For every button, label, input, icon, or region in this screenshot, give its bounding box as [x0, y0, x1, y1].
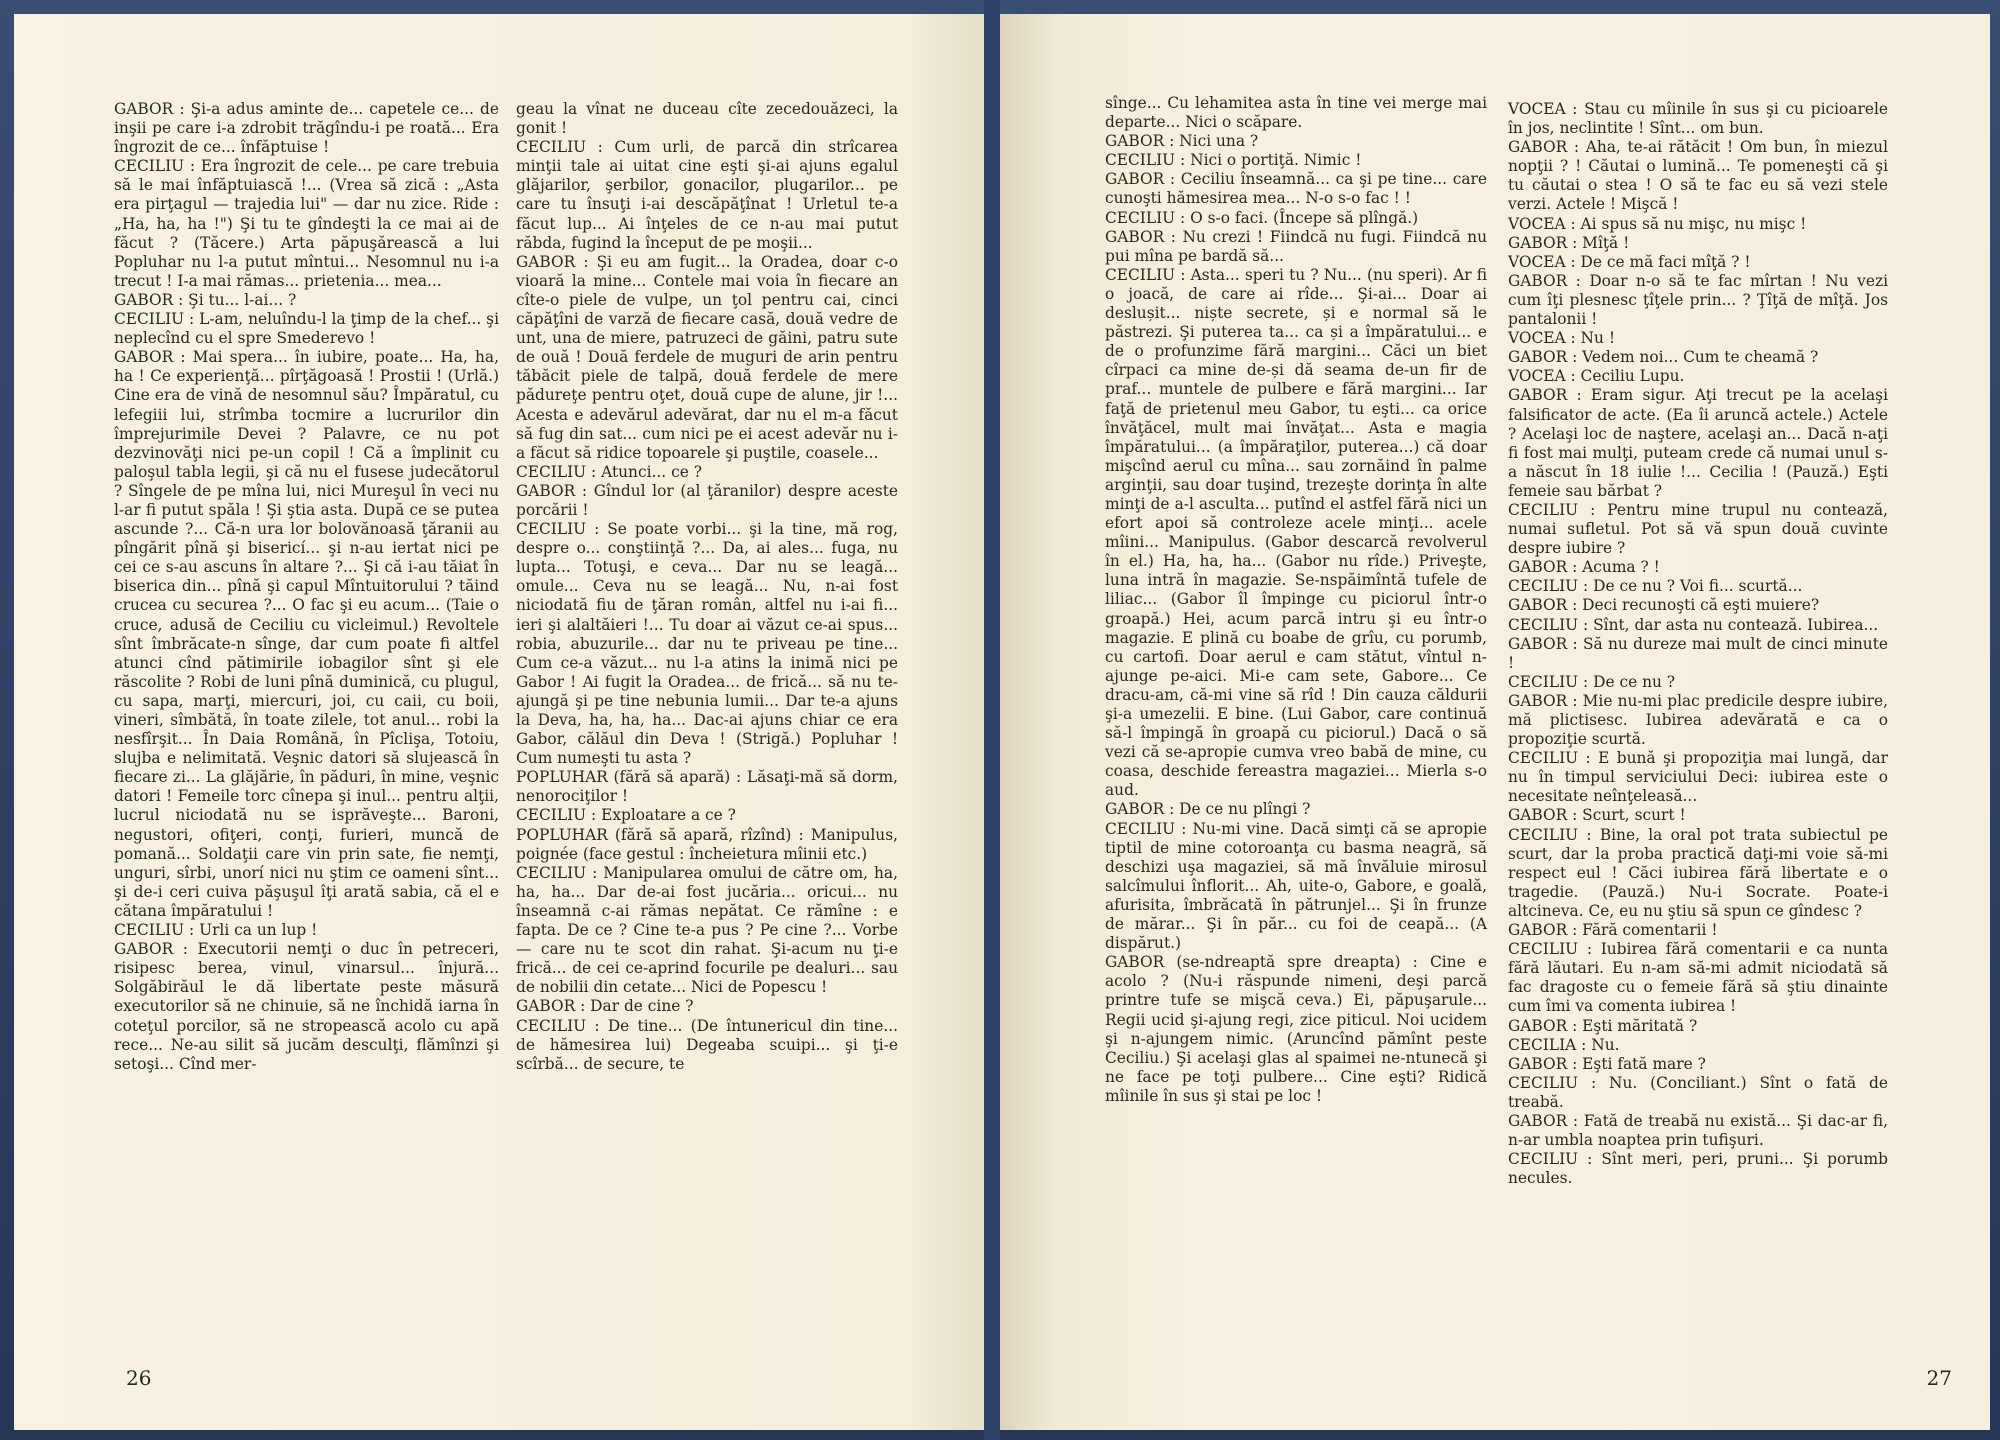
- book-gutter: [984, 0, 1000, 1440]
- play-line: VOCEA : Nu !: [1508, 329, 1616, 348]
- play-line: GABOR : Mai spera... în iubire, poate... Ha, ha, ha ! Ce experienţă... pîrţăgoasă ! Prostii ! (Urlă.) Cine era de vină de nesomnul său? Împăratul, cu lefegiii lui, strîmba tocmire a lucrurilor din împrejurimile Devei ? Palavre, ce nu pot dezvinovăţi nici pe-un copil ! Că a împlinit cu paloşul tabla legii, şi că nu el fusese judecătorul ? Sîngele de pe mîna lui, nici Mureşul în veci nu l-ar fi putut spăla ! Şi ştia asta. După ce se putea ascunde ?... Că-n ura lor bolovănoasă ţăranii au pîngărit pînă şi bisericí... şi n-au iertat nici pe cei ce s-au ascuns în altare ?... Şi că i-au tăiat în biserica din... pînă şi capul Mîntuitorului ? tăind crucea cu securea ?... O fac şi eu acum... (Taie o cruce, adusă de Ceciliu cu vicleimul.) Revoltele sînt îmbrăcate-n sînge, dar cum poate fi altfel atunci cînd pătimirile iobagilor sînt şi ele răscolite ? Robi de luni pînă duminică, cu plugul, cu sapa, marţi, miercuri, joi, cu caii, cu boii, vineri, sîmbătă, în toate zilele, tot anul... robi la nesfîrşit... În Daia Română, în Pîclişa, Totoiu, slujba e nelimitată. Veşnic datori să slujească în fiecare zi... La glăjărie, în păduri, în mine, veşnic datori ! Femeile torc cînepa şi inul... pentru alţii, lucrul niciodată nu se isprăveşte... Baroni, negustori, ofiţeri, conţi, furieri, muncă de pomană... Soldaţii care vin prin sate, fie nemţi, unguri, sîrbi, unorí nici nu ştim ce oameni sînt... şi de-i ceri cuiva păşuşul îţi arată sabia, că el e cătana împăratului !: [114, 348, 499, 920]
- play-line: GABOR : Şi-a adus aminte de... capetele ce... de inşii pe care i-a zdrobit trăgîndu-i pe roată... Era îngrozit de ce... înfăptuise !: [114, 100, 499, 157]
- play-line: GABOR : Deci recunoşti că eşti muiere?: [1508, 596, 1820, 615]
- play-line: CECILIU : L-am, neluîndu-l la ţimp de la chef... şi neplecînd cu el spre Smederevo !: [114, 310, 500, 348]
- play-line: CECILIU : Sînt meri, peri, pruni... Şi porumb necules.: [1508, 1150, 1888, 1188]
- play-line: POPLUHAR (fără să apară, rîzînd) : Manipulus, poignée (face gestul : încheietura mîinii etc.): [516, 825, 898, 863]
- play-line: CECILIU : Atunci... ce ?: [516, 462, 702, 481]
- play-line: GABOR : Eram sigur. Aţi trecut pe la acelaşi falsificator de acte. (Ea îi aruncă actele.) Actele ? Acelaşi loc de naştere, acelaşi an... Dacă n-aţi fi fost mai mulţi, puteam crede că numai unul s-a născut în 18 iulie !... Cecilia ! (Pauză.) Eşti femeie sau bărbat ?: [1508, 386, 1888, 500]
- play-line: GABOR : Gîndul lor (al ţăranilor) despre aceste porcării !: [516, 481, 898, 519]
- right-page: [1000, 14, 1990, 1430]
- play-line: GABOR : Scurt, scurt !: [1508, 806, 1686, 825]
- play-line: CECILIU : E bună şi propoziţia mai lungă, dar nu în timpul serviciului Deci: iubirea este o necesitate neînţeleasă...: [1508, 749, 1888, 806]
- play-line: GABOR : Dar de cine ?: [516, 997, 694, 1016]
- play-line: VOCEA : De ce mă faci mîţă ? !: [1508, 252, 1751, 271]
- play-line: GABOR : Să nu dureze mai mult de cinci minute !: [1508, 634, 1888, 672]
- play-line: CECILIU : Asta... speri tu ? Nu... (nu speri). Ar fi o joacă, de care ai rîde... Şi-ai... Doar ai deslușit... niște secrete, și e normal să le păstrezi. Şi puterea ta... ca și a împăratului... e de o profunzime fără margini... Căci un biet cîrpaci ca mine de-și dă seama de-un fir de praf... muntele de pulbere e fără margini... Iar faţă de prietenul meu Gabor, tu eşti... ca orice învăţăcel, mult mai învăţat... Asta e magia împăratului... (a împăraţilor, puterea...) că doar mişcînd aerul cu mîna... sau zornăind în palme arginţii, sau doar tuşind, trezeşte dorinţa în alte minţi de a-l asculta... putînd el astfel fără nici un efort apoi să controleze acele minţi... acele mîini... Manipulus. (Gabor descarcă revolverul în el.) Ha, ha, ha... (Gabor nu rîde.) Priveşte, luna intră în magazie. Se-nspăimîntă tufele de liliac... (Gabor îl împinge cu piciorul într-o groapă.) Hei, acum parcă intru şi eu într-o magazie. E plină cu boabe de grîu, cu porumb, cu cartofi. Doar aerul e cam stătut, vîntul n-ajunge pe-aici. Mi-e cam sete, Gabore... Ce dracu-am, că-mi vine să rîd ! Din cauza căldurii şi-a umezelii. E bine. (Lui Gabor, care continuă să-l împingă în groapă cu piciorul.) Dacă o să vezi că se-apropie cumva vreo babă de mine, cu coasa, deschide fereastra magaziei... Mierla s-o aud.: [1105, 265, 1487, 800]
- play-line: VOCEA : Ai spus să nu mişc, nu mişc !: [1508, 214, 1807, 233]
- play-line: VOCEA : Ceciliu Lupu.: [1508, 367, 1685, 386]
- play-line: GABOR (se-ndreaptă spre dreapta) : Cine e acolo ? (Nu-i răspunde nimeni, deşi parcă printre tufe se mişcă ceva.) Ei, păpuşarule... Regii ucid şi-ajung regi, zice piticul. Noi ucidem şi n-ajungem nimic. (Aruncînd pămînt peste Ceciliu.) Şi acelaşi glas al spaimei ne-ntunecă şi ne face pe toţi pulbere... Cine eşti? Ridică mîinile în sus şi stai pe loc !: [1105, 953, 1487, 1105]
- left-page: [14, 14, 984, 1430]
- play-line: GABOR : Eşti fată mare ?: [1508, 1054, 1706, 1073]
- play-line: CECILIU : De ce nu ? Voi fi... scurtă...: [1508, 577, 1803, 596]
- right-page-column-1: [1105, 94, 1487, 1106]
- play-line: CECILIU : De tine... (De întunericul din tine... de hămesirea lui) Degeaba scuipi... şi ţi-e scîrbă... de secure, te: [516, 1016, 898, 1073]
- play-line: geau la vînat ne duceau cîte zecedouăzeci, la gonit !: [516, 100, 898, 138]
- play-line: GABOR : Ceciliu înseamnă... ca şi pe tine... care cunoşti hămesirea mea... N-o s-o fac ! !: [1105, 170, 1487, 208]
- page-number-left: 26: [126, 1366, 152, 1390]
- play-line: CECILIU : O s-o faci. (Începe să plîngă.): [1105, 208, 1419, 227]
- play-line: GABOR : Acuma ? !: [1508, 558, 1660, 577]
- play-line: CECILIU : Bine, la oral pot trata subiectul pe scurt, dar la proba practică daţi-mi voie să-mi respect eul ! Căci iubirea fără libertate e o tragedie. (Pauză.) Nu-i Socrate. Poate-i altcineva. Ce, eu nu ştiu să spun ce gîndesc ?: [1508, 825, 1888, 920]
- left-page-column-1: [114, 100, 499, 1074]
- play-line: CECILIA : Nu.: [1508, 1035, 1620, 1054]
- play-line: GABOR : Eşti măritată ?: [1508, 1016, 1698, 1035]
- play-line: CECILIU : Manipularea omului de către om, ha, ha, ha... Dar de-ai fost jucăria... oricui... nu înseamnă c-ai rămas nepătat. Ce rămîne : e fapta. De ce ? Cine te-a pus ? Pe cine ?... Vorbe — care nu te scot din rahat. Şi-acum nu ţi-e frică... de cei ce-aprind focurile pe dealuri... sau de nobilii din cetate... Nici de Popescu !: [516, 863, 898, 997]
- play-line: GABOR : De ce nu plîngi ?: [1105, 800, 1311, 819]
- play-line: GABOR : Nici una ?: [1105, 132, 1259, 151]
- page-number-right: 27: [1926, 1366, 1952, 1390]
- play-line: GABOR : Fată de treabă nu există... Şi dac-ar fi, n-ar umbla noaptea prin tufişuri.: [1508, 1111, 1888, 1150]
- play-line: GABOR : Mîţă !: [1508, 233, 1630, 252]
- play-line: VOCEA : Stau cu mîinile în sus şi cu picioarele în jos, neclintite ! Sînt... om bun.: [1508, 100, 1888, 138]
- play-line: CECILIU : Exploatare a ce ?: [516, 806, 736, 825]
- play-line: CECILIU : Nu. (Conciliant.) Sînt o fată de treabă.: [1508, 1073, 1888, 1111]
- play-line: CECILIU : Sînt, dar asta nu contează. Iubirea...: [1508, 615, 1879, 634]
- play-line: GABOR : Vedem noi... Cum te cheamă ?: [1508, 348, 1819, 367]
- play-line: CECILIU : Cum urli, de parcă din strîcarea minţii tale ai uitat cine eşti şi-ai ajuns egalul glăjarilor, şerbilor, gonacilor, plugarilor... pe care tu însuţi i-ai descăpăţînat ! Urletul te-a făcut lup... Ai înţeles de ce n-au mai putut răbda, fugind la început de pe moşii...: [516, 138, 898, 252]
- play-line: CECILIU : Se poate vorbi... şi la tine, mă rog, despre o... conştiinţă ?... Da, ai ales... fuga, nu lupta... Totuşi, e ceva... Dar nu se leagă... omule... Ceva nu se leagă... Nu, n-ai fost niciodată fiu de ţăran român, altfel nu i-ai fi... ieri şi alaltăieri !... Tu doar ai văzut ce-ai spus... robia, abuzurile... dar nu te priveau pe tine... Cum ce-a văzut... nu l-a atins la inimă nici pe Gabor ! Ai fugit la Oradea... de frică... să nu te-ajungă şi pe tine nebunia lumii... Dar te-a ajuns la Deva, ha, ha, ha... Dac-ai ajuns chiar ce era Gabor, călăul din Deva ! (Strigă.) Popluhar ! Cum numeşti tu asta ?: [516, 520, 898, 768]
- play-line: GABOR : Şi tu... l-ai... ?: [114, 290, 297, 309]
- play-line: CECILIU : Nu-mi vine. Dacă simţi că se apropie tiptil de mine cotoroanţa cu basma neagră, să deschizi uşa magaziei, să mă învăluie mirosul salcîmului înflorit... Ah, uite-o, Gabore, e goală, afurisita, îmbrăcată în pătrunjel... Şi în frunze de mărar... Şi în păr... cu foi de ceapă... (A dispărut.): [1105, 819, 1487, 953]
- play-line: GABOR : Fără comentarii !: [1508, 921, 1718, 940]
- play-line: POPLUHAR (fără să apară) : Lăsaţi-mă să dorm, nenorociţilor !: [516, 768, 898, 806]
- play-line: CECILIU : Pentru mine trupul nu contează, numai sufletul. Pot să vă spun două cuvinte despre iubire ?: [1508, 500, 1888, 558]
- play-line: GABOR : Executorii nemţi o duc în petreceri, risipesc berea, vinul, vinarsul... înjură... Solgăbirăul le dă libertate peste măsură executorilor să ne chinuie, să ne închidă iarna în coteţul porcilor, să ne stropească acolo cu apă rece... Ne-au silit să jucăm desculţi, flămînzi şi setoşi... Cînd mer-: [114, 940, 499, 1073]
- play-line: GABOR : Doar n-o să te fac mîrtan ! Nu vezi cum îţi plesnesc ţîţele prin... ? Ţîţă de mîţă. Jos pantalonii !: [1508, 271, 1888, 329]
- play-line: GABOR : Aha, te-ai rătăcit ! Om bun, în miezul nopţii ? ! Căutai o lumină... Te pomeneşti că şi tu căutai o stea ! O să te fac eu să vezi stele verzi. Actele ! Mişcă !: [1508, 138, 1888, 214]
- play-line: CECILIU : De ce nu ?: [1508, 672, 1676, 691]
- play-line: GABOR : Mie nu-mi plac predicile despre iubire, mă plictisesc. Iubirea adevărată e ca o propoziţie scurtă.: [1508, 691, 1888, 749]
- left-page-column-2: [516, 100, 898, 1074]
- play-line: GABOR : Nu crezi ! Fiindcă nu fugi. Fiindcă nu pui mîna pe bardă să...: [1105, 227, 1487, 265]
- play-line: sînge... Cu lehamitea asta în tine vei merge mai departe... Nici o scăpare.: [1105, 94, 1487, 132]
- play-line: CECILIU : Iubirea fără comentarii e ca nunta fără lăutari. Eu n-am să-mi admit niciodată să fac dragoste cu o femeie fără să ştiu dinainte cum îmi va comenta iubirea !: [1508, 940, 1888, 1016]
- play-line: CECILIU : Nici o portiţă. Nimic !: [1105, 151, 1362, 170]
- play-line: GABOR : Şi eu am fugit... la Oradea, doar c-o vioară la mine... Contele mai voia în fiecare an cîte-o piele de vulpe, un ţol pentru cai, cinci căpăţîni de varză de fiecare casă, două vedre de unt, una de miere, patruzeci de găini, patru sute de ouă ! Două ferdele de muguri de arin pentru tăbăcit piele de talpă, două ferdele de mere pădureţe pentru oţet, două cupe de alune, jir !... Acesta e adevărul adevărat, dar nu el m-a făcut să fug din sat... cum nici pe ei acest adevăr nu i-a făcut să ridice topoarele şi puştile, coasele...: [516, 252, 898, 462]
- play-line: CECILIU : Urli ca un lup !: [114, 921, 318, 940]
- play-line: CECILIU : Era îngrozit de cele... pe care trebuia să le mai înfăptuiască !... (Vrea să zică : „Asta era pirţagul — trajedia lui" — dar nu zice. Ride : „Ha, ha, ha !") Şi tu te gîndeşti la ce mai ai de făcut ? (Tăcere.) Arta păpuşărească a lui Popluhar nu l-a putut mîntui... Nesomnul nu i-a trecut ! I-a mai rămas... prietenia... mea...: [114, 157, 499, 290]
- right-page-column-2: [1508, 100, 1888, 1188]
